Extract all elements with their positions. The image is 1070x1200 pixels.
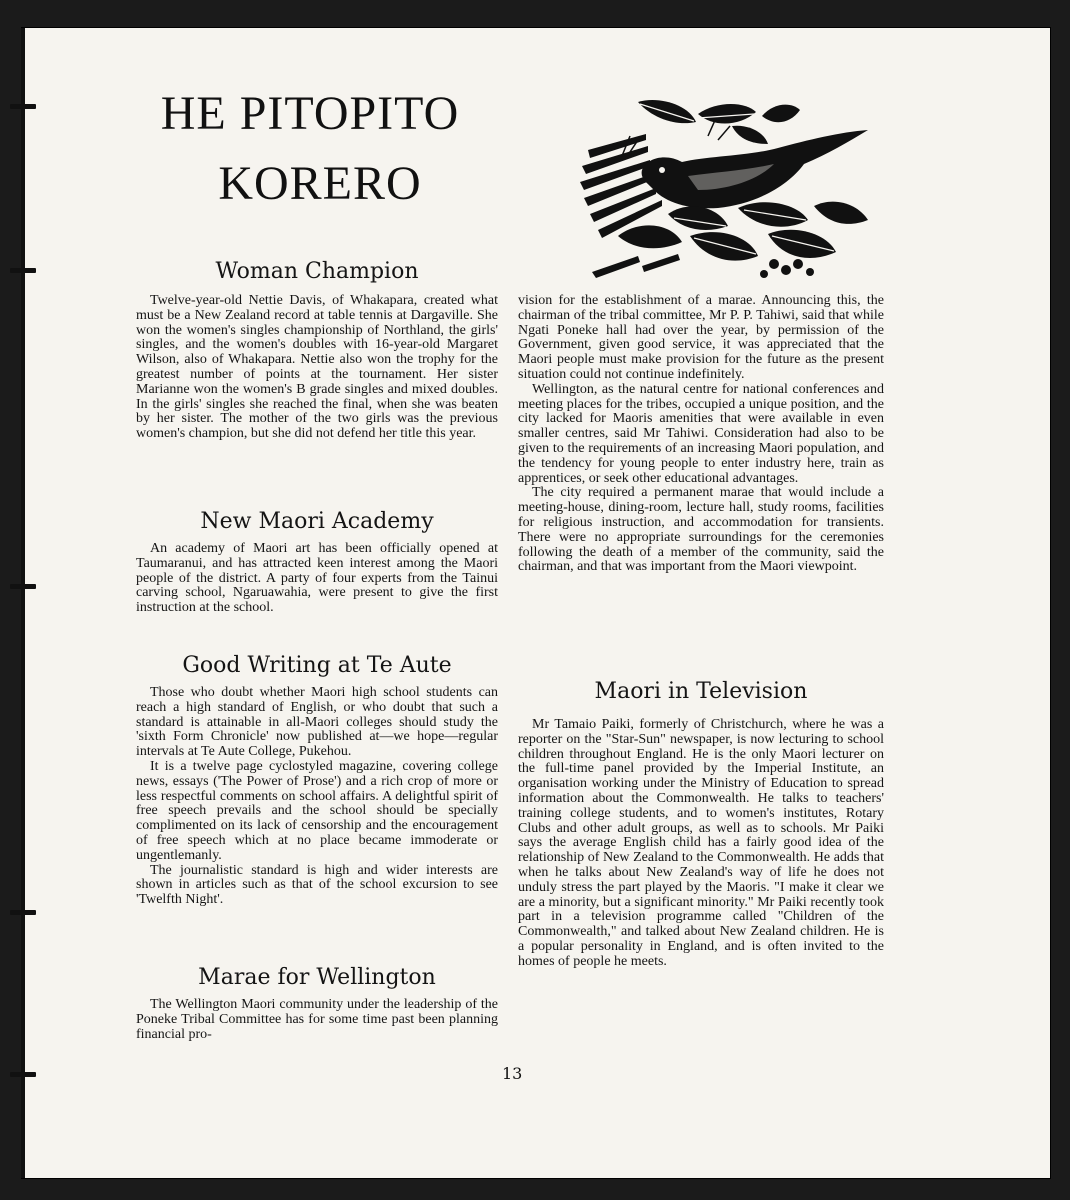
paragraph: Wellington, as the natural centre for national conferences and meeting places for the tribes, occupied a unique position, and the city lacked for Maoris amenities that were available in even smaller centres, said Mr Tahiwi. Consideration had also to be given to the requirements of an increasing Maori population, and the tendency for young people to enter industry here, train as apprentices, or seek other educational advantages. [518,381,884,486]
article-marae-wellington [136,964,498,1042]
paragraph: vision for the establishment of a marae. Announcing this, the chairman of the tribal committee, Mr P. P. Tahiwi, said that while Ngati Poneke hall had over the year, by permission of the Government, given good service, it was appreciated that the Maori people must make provision for the future as the present situation could not continue indefinitely. [518,293,884,382]
page-number: 13 [502,1064,523,1083]
heading-good-writing: Good Writing at Te Aute [182,653,452,678]
heading-maori-television: Maori in Television [594,679,808,704]
article-woman-champion [136,258,498,442]
kereru-bird-woodcut-icon [578,96,874,284]
article-marae-wellington-continued [518,294,884,575]
paragraph: Twelve-year-old Nettie Davis, of Whakapara, created what must be a New Zealand record at table tennis at Dargaville. She won the women's singles championship of Northland, the girls' singles, and the women's doubles with 16-year-old Margaret Wilson, also of Whakapara. Nettie also won the trophy for the greatest number of points at the tournament. Her sister Marianne won the women's B grade singles and mixed doubles. In the girls' singles she reached the final, when she was beaten by her sister. The mother of the two girls was the previous women's champion, but she did not defend her title this year. [136,293,498,442]
binding-staple [10,584,36,589]
binding-staple [10,1072,36,1077]
heading-marae-wellington: Marae for Wellington [198,965,436,990]
binding-staple [10,104,36,109]
paragraph: The city required a permanent marae that would include a meeting-house, dining-room, lecture hall, study rooms, facilities for religious instruction, and accommodation for transients. There were no appropriate surroundings for the ceremonies following the death of a member of the community, said the chairman, and that was important from the Maori viewpoint. [518,485,884,575]
binding-staple [10,910,36,915]
paragraph: Mr Tamaio Paiki, formerly of Christchurch, where he was a reporter on the "Star-Sun" newspaper, is now lecturing to school children throughout England. He is the only Maori lecturer on the full-time panel provided by the Imperial Institute, an organisation working under the Ministry of Education to spread information about the Commonwealth. He talks to teachers' training college students, and to women's institutes, Rotary Clubs and other adult groups, as well as to schools. Mr Paiki says the average English child has a fairly good idea of the relationship of New Zealand to the Commonwealth. He adds that when he talks about New Zealand's way of life he does not unduly stress the part played by the Maoris. "I make it clear we are a minority, but a significant minority." Mr Paiki recently took part in a television programme called "Children of the Commonwealth," and talked about New Zealand children. He is a popular personality in England, and is often invited to the homes of people he meets. [518,717,884,969]
article-good-writing [136,652,498,908]
binding-spine [21,28,25,1178]
heading-woman-champion: Woman Champion [215,259,419,284]
page-title-line1: HE PITOPITO [160,87,460,140]
article-maori-television [518,678,884,970]
page-title-line2: KORERO [218,157,422,210]
heading-new-maori-academy: New Maori Academy [200,509,434,534]
paragraph: The Wellington Maori community under the leadership of the Poneke Tribal Committee has for some time past been planning financial pro- [136,997,498,1042]
paragraph: An academy of Maori art has been officially opened at Taumaranui, and has attracted keen interest among the Maori people of the district. A party of four experts from the Tainui carving school, Ngaruawahia, were present to give the first instruction at the school. [136,541,498,616]
paragraph: The journalistic standard is high and wider interests are shown in articles such as that of the school excursion to see 'Twelfth Night'. [136,862,498,908]
article-new-maori-academy [136,508,498,616]
paragraph: Those who doubt whether Maori high school students can reach a high standard of English, or who doubt that such a standard is attainable in all-Maori colleges should study the 'sixth Form Chronicle' now published at—we hope—regular intervals at Te Aute College, Pukehou. [136,685,498,760]
paragraph: It is a twelve page cyclostyled magazine, covering college news, essays ('The Power of Prose') and a rich crop of more or less respectful comments on school affairs. A delightful spirit of free speech prevails and the school should be specially complimented on its lack of censorship and the encouragement of free speech which at no place became immoderate or ungentlemanly. [136,758,498,863]
binding-staple [10,268,36,273]
